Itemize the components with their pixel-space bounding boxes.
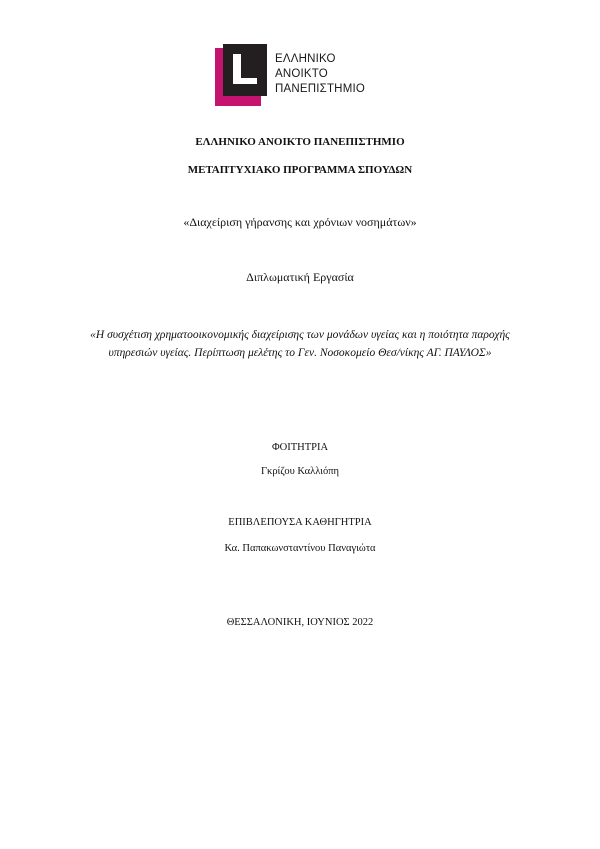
thesis-title: «Η συσχέτιση χρηματοοικονομικής διαχείρισης των μονάδων υγείας και η ποιότητα παροχής υπηρεσιών υγείας. Περίπτωση μελέτης το Γεν. Νοσοκομείο Θεσ/νίκης ΑΓ. ΠΑΥΛΟΣ» — [90, 329, 510, 359]
student-name: Γκρίζου Καλλιόπη — [260, 466, 340, 477]
university-logo — [215, 44, 375, 108]
logo-wordmark — [275, 52, 365, 97]
supervisor-label: ΕΠΙΒΛΕΠΟΥΣΑ ΚΑΘΗΓΗΤΡΙΑ — [228, 517, 372, 528]
logo-line-1: ΕΛΛΗΝΙΚΟ — [275, 53, 336, 65]
logo-line-3: ΠΑΝΕΠΙΣΤΗΜΙΟ — [275, 83, 366, 95]
supervisor-name: Κα. Παπακωνσταντίνου Παναγιώτα — [224, 543, 376, 554]
place-date: ΘΕΣΣΑΛΟΝΙΚΗ, ΙΟΥΝΙΟΣ 2022 — [226, 617, 374, 628]
logo-line-2: ΑΝΟΙΚΤΟ — [275, 68, 328, 80]
program-name: ΜΕΤΑΠΤΥΧΙΑΚΟ ΠΡΟΓΡΑΜΜΑ ΣΠΟΥΔΩΝ — [187, 164, 413, 176]
course-name: «Διαχείριση γήρανσης και χρόνιων νοσημάτων» — [183, 215, 417, 229]
student-label: ΦΟΙΤΗΤΡΙΑ — [271, 442, 329, 453]
eap-logo-mark-icon — [215, 44, 271, 108]
document-type: Διπλωματική Εργασία — [246, 270, 354, 284]
university-name: ΕΛΛΗΝΙΚΟ ΑΝΟΙΚΤΟ ΠΑΝΕΠΙΣΤΗΜΙΟ — [195, 136, 405, 148]
